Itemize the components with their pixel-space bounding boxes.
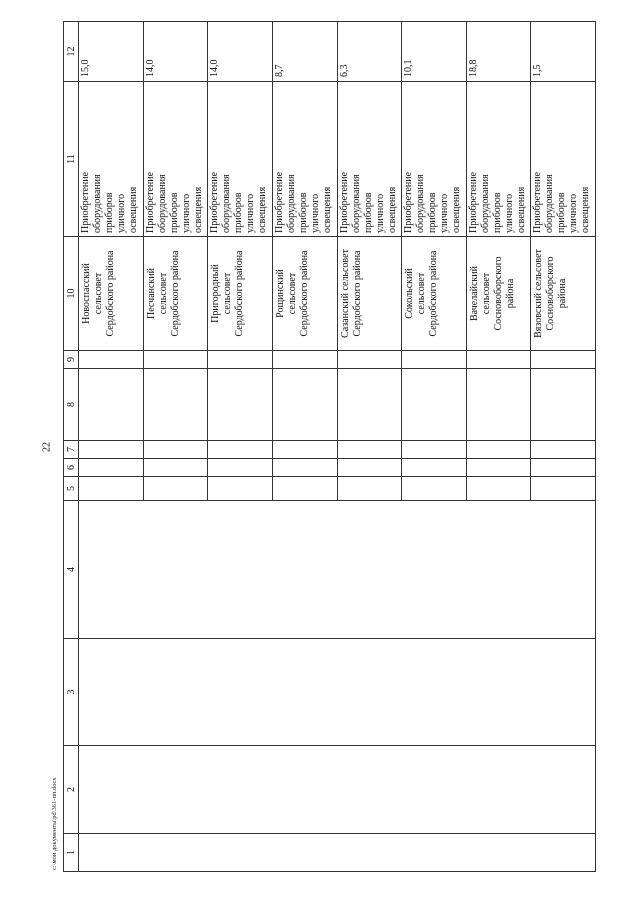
- cell-col-8: [337, 369, 402, 441]
- cell-col-8: [143, 369, 208, 441]
- amount-value: 14,0: [209, 59, 221, 77]
- cell-col-9: [466, 351, 531, 369]
- municipality-name: Рощинский сельсовет Сердобского района: [274, 250, 310, 337]
- cell-col-12: [531, 22, 596, 82]
- cell-col-7: [531, 441, 596, 459]
- municipality-name: Новоспасский сельсовет Сердобского района: [81, 250, 116, 337]
- cell-col-7: [466, 441, 531, 459]
- header-col-9: 9: [64, 351, 79, 369]
- cell-col-5: [402, 477, 467, 501]
- cell-col-5: [143, 477, 208, 501]
- header-col-11: 11: [64, 82, 79, 237]
- cell-col-10: [272, 237, 337, 351]
- cell-col-11: [79, 82, 144, 237]
- purpose-text: Приобретение оборудования приборов уличного освещения: [80, 171, 139, 233]
- header-row: [64, 22, 79, 872]
- header-col-4: 4: [64, 501, 79, 639]
- cell-col-6: [466, 459, 531, 477]
- cell-col-12: [337, 22, 402, 82]
- amount-value: 14,0: [144, 59, 156, 77]
- purpose-text: Приобретение оборудования приборов уличного освещения: [209, 171, 269, 233]
- cell-col-3: [79, 639, 596, 746]
- cell-col-12: [272, 22, 337, 82]
- purpose-text: Приобретение оборудования приборов уличного освещения: [532, 171, 592, 233]
- amount-value: 10,1: [403, 59, 415, 77]
- municipality-name: Вязовский сельсовет Сосновоборского района: [533, 249, 569, 338]
- cell-col-6: [208, 459, 273, 477]
- cell-col-11: [272, 82, 337, 237]
- cell-col-1: [79, 834, 596, 872]
- cell-col-12: [466, 22, 531, 82]
- purpose-text: Приобретение оборудования приборов уличного освещения: [273, 171, 333, 233]
- cell-col-7: [143, 441, 208, 459]
- cell-col-5: [208, 477, 273, 501]
- cell-col-5: [79, 477, 144, 501]
- purpose-text: Приобретение оборудования приборов уличного освещения: [467, 171, 527, 233]
- purpose-text: Приобретение оборудования приборов уличного освещения: [144, 171, 204, 233]
- cell-col-8: [466, 369, 531, 441]
- cell-col-7: [272, 441, 337, 459]
- municipality-name: Сокольский сельсовет Сердобского района: [404, 250, 440, 337]
- header-col-6: 6: [64, 459, 79, 477]
- amount-value: 18,8: [467, 59, 479, 77]
- cell-col-7: [79, 441, 144, 459]
- cell-col-6: [143, 459, 208, 477]
- cell-col-7: [402, 441, 467, 459]
- cell-col-8: [531, 369, 596, 441]
- cell-col-5: [531, 477, 596, 501]
- cell-col-9: [531, 351, 596, 369]
- cell-col-4: [79, 501, 596, 639]
- cell-col-5: [337, 477, 402, 501]
- cell-col-9: [272, 351, 337, 369]
- cell-col-8: [272, 369, 337, 441]
- cell-col-11: [143, 82, 208, 237]
- cell-col-11: [531, 82, 596, 237]
- cell-col-7: [337, 441, 402, 459]
- purpose-text: Приобретение оборудования приборов уличного освещения: [403, 171, 463, 233]
- cell-col-2: [79, 746, 596, 834]
- cell-col-6: [402, 459, 467, 477]
- cell-col-12: [143, 22, 208, 82]
- cell-col-7: [208, 441, 273, 459]
- amount-value: 1,5: [532, 64, 544, 77]
- footer-path: c:\мои документы\pd\361-пп.docx: [51, 777, 58, 870]
- cell-col-10: [143, 237, 208, 351]
- cell-col-11: [466, 82, 531, 237]
- cell-col-10: [79, 237, 144, 351]
- page-number-text: 22: [41, 442, 53, 452]
- cell-col-12: [79, 22, 144, 82]
- municipality-name: Вачелайский сельсовет Сосновоборского района: [468, 256, 516, 331]
- cell-col-10: [531, 237, 596, 351]
- cell-col-10: [337, 237, 402, 351]
- cell-col-9: [208, 351, 273, 369]
- cell-col-8: [79, 369, 144, 441]
- municipality-name: Песчанский сельсовет Сердобского района: [145, 250, 181, 337]
- purpose-text: Приобретение оборудования приборов уличного освещения: [338, 171, 398, 233]
- header-col-10: 10: [64, 237, 79, 351]
- cell-col-8: [208, 369, 273, 441]
- funding-table: [63, 21, 596, 872]
- header-col-8: 8: [64, 369, 79, 441]
- table-row: [79, 22, 144, 872]
- header-col-3: 3: [64, 639, 79, 746]
- header-col-1: 1: [64, 834, 79, 872]
- cell-col-10: [466, 237, 531, 351]
- cell-col-12: [402, 22, 467, 82]
- amount-value: 15,0: [80, 59, 91, 77]
- cell-col-10: [208, 237, 273, 351]
- cell-col-9: [143, 351, 208, 369]
- header-col-7: 7: [64, 441, 79, 459]
- cell-col-11: [337, 82, 402, 237]
- cell-col-11: [402, 82, 467, 237]
- header-col-2: 2: [64, 746, 79, 834]
- cell-col-5: [272, 477, 337, 501]
- cell-col-12: [208, 22, 273, 82]
- amount-value: 6,3: [338, 64, 350, 77]
- header-col-12: 12: [64, 22, 79, 82]
- cell-col-6: [272, 459, 337, 477]
- cell-col-8: [402, 369, 467, 441]
- rotated-table-container: [63, 22, 596, 872]
- cell-col-6: [531, 459, 596, 477]
- cell-col-9: [79, 351, 144, 369]
- cell-col-6: [79, 459, 144, 477]
- municipality-name: Пригородный сельсовет Сердобского района: [210, 250, 246, 337]
- header-col-5: 5: [64, 477, 79, 501]
- cell-col-11: [208, 82, 273, 237]
- cell-col-9: [402, 351, 467, 369]
- amount-value: 8,7: [273, 64, 285, 77]
- cell-col-6: [337, 459, 402, 477]
- cell-col-10: [402, 237, 467, 351]
- municipality-name: Сазанский сельсовет Сердобского района: [339, 249, 363, 338]
- cell-col-5: [466, 477, 531, 501]
- cell-col-9: [337, 351, 402, 369]
